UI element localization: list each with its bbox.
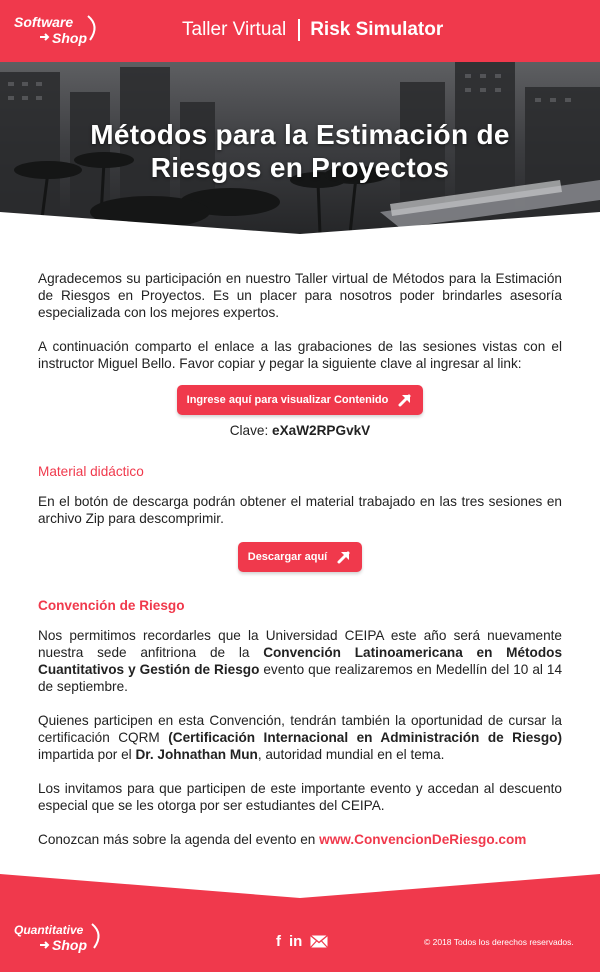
external-link-icon [336, 549, 352, 565]
intro-paragraph-2: A continuación comparto el enlace a las grabaciones de las sesiones vistas con el instructor Miguel Bello. Favor copiar y pegar la siguiente clave al ingresar al link: [38, 339, 562, 371]
download-button-label: Descargar aquí [247, 550, 328, 563]
hero-banner [0, 62, 600, 234]
svg-text:Software: Software [14, 14, 74, 30]
intro-paragraph-1: Agradecemos su participación en nuestro Taller virtual de Métodos para la Estimación de Riesgos en Proyectos. Es un placer para nosotros poder brindarles asesoría especializada con los mejores expertos. [38, 271, 562, 320]
header-divider [298, 19, 300, 41]
access-key-label: Clave: [229, 423, 269, 438]
facebook-icon[interactable]: f [276, 933, 281, 950]
view-content-button[interactable] [177, 385, 424, 415]
mail-icon[interactable] [310, 935, 328, 948]
hero-title [0, 118, 600, 184]
hero-title-line2: Riesgos en Proyectos [150, 152, 450, 183]
svg-text:Quantitative: Quantitative [14, 923, 84, 937]
convention-paragraph-1: Nos permitimos recordarles que la Universidad CEIPA este año será nuevamente nuestra sede anfitriona de la Convención Latinoamericana en Métodos Cuantitativos y Gestión de Riesgo evento que realizaremos en Medellín del 10 al 14 de septiembre. [38, 628, 563, 694]
convention-paragraph-4: Conozcan más sobre la agenda del evento en www.ConvencionDeRiesgo.com [38, 832, 527, 847]
access-key-value: eXaW2RPGvkV [272, 423, 371, 438]
quantitative-shop-logo[interactable] [12, 916, 108, 960]
footer [0, 870, 600, 972]
svg-text:Shop: Shop [52, 30, 87, 46]
convention-heading: Convención de Riesgo [38, 598, 185, 613]
view-content-button-label: Ingrese aquí para visualizar Contenido [186, 393, 389, 406]
software-shop-logo[interactable] [12, 10, 102, 52]
access-key [38, 422, 562, 439]
header-title-bold: Risk Simulator [310, 19, 444, 40]
email-body [38, 270, 562, 848]
convention-paragraph-2: Quienes participen en esta Convención, tendrán también la oportunidad de cursar la certificación CQRM (Certificación Internacional en Administración de Riesgo) impartida por el Dr. Johnathan Mun, autoridad mundial en el tema. [38, 713, 562, 762]
header-title [182, 19, 443, 41]
hero-title-line1: Métodos para la Estimación de [90, 119, 510, 150]
header-title-light: Taller Virtual [182, 19, 287, 40]
social-links [276, 933, 328, 950]
header [0, 0, 600, 62]
copyright-text: © 2018 Todos los derechos reservados. [424, 937, 574, 947]
convention-paragraph-3: Los invitamos para que participen de este importante evento y accedan al descuento especial que se les otorga por ser estudiantes del CEIPA. [38, 781, 562, 813]
material-heading: Material didáctico [38, 464, 144, 479]
svg-text:Shop: Shop [52, 937, 87, 953]
material-paragraph: En el botón de descarga podrán obtener el material trabajado en las tres sesiones en archivo Zip para descomprimir. [38, 494, 562, 526]
convention-website-link[interactable]: www.ConvencionDeRiesgo.com [319, 832, 527, 847]
download-button[interactable] [238, 542, 362, 572]
external-link-icon [397, 392, 413, 408]
linkedin-icon[interactable]: in [289, 933, 303, 950]
